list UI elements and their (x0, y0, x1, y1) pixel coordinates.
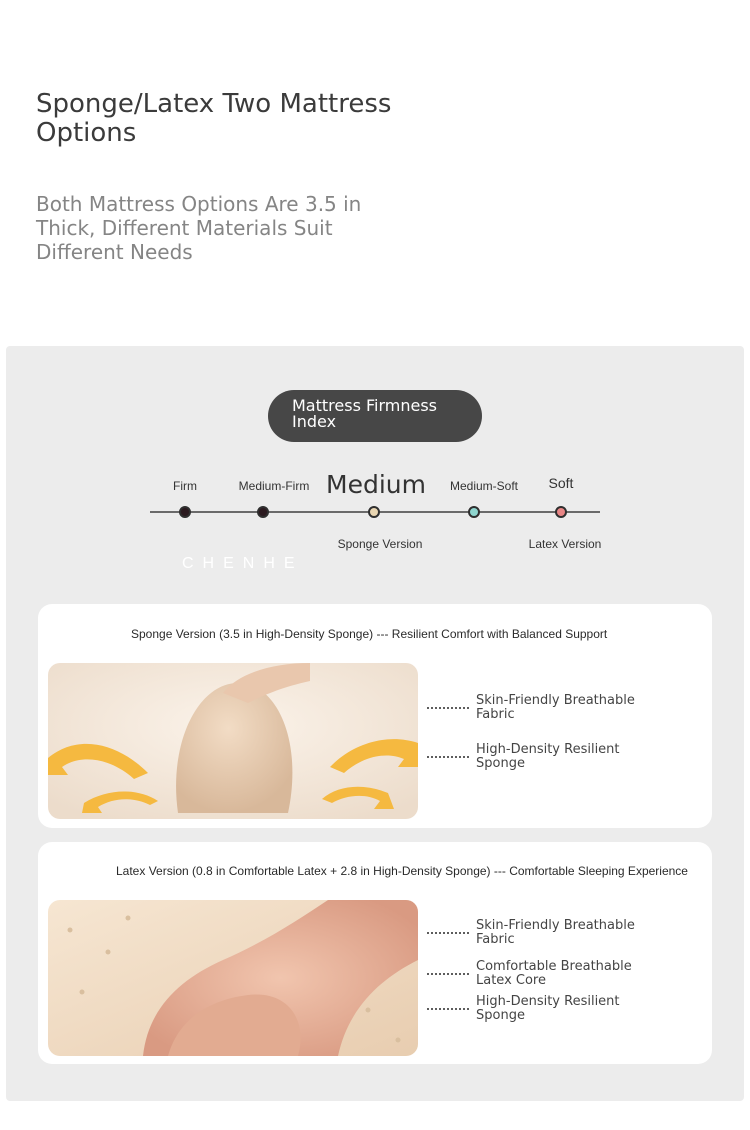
dotted-leader (426, 932, 470, 934)
sponge-press-image (48, 663, 418, 819)
dotted-leader (426, 1008, 470, 1010)
latex-version-marker: Latex Version (528, 537, 602, 551)
page-subtitle: Both Mattress Options Are 3.5 in Thick, Different Materials Suit Different Needs (36, 192, 362, 264)
latex-feature-latex-core: Comfortable Breathable Latex Core (426, 960, 656, 988)
sponge-version-card (38, 604, 712, 828)
level-label-soft: Soft (548, 475, 574, 491)
sponge-version-marker: Sponge Version (337, 537, 423, 551)
dotted-leader (426, 756, 470, 758)
level-dot-soft (555, 506, 567, 518)
firmness-badge: Mattress Firmness Index (268, 390, 482, 442)
latex-card-title: Latex Version (0.8 in Comfortable Latex + 2.8 in High-Density Sponge) --- Comfortable Sleeping Experience (116, 864, 688, 878)
level-dot-medium-firm (257, 506, 269, 518)
level-label-medium: Medium (326, 470, 426, 499)
sponge-feature-fabric: Skin-Friendly Breathable Fabric (426, 694, 656, 722)
level-label-firm: Firm (173, 479, 197, 493)
level-dot-medium (368, 506, 380, 518)
latex-feature-sponge: High-Density Resilient Sponge (426, 995, 656, 1023)
level-dot-firm (179, 506, 191, 518)
brand-watermark: CHENHE (182, 555, 304, 572)
level-label-medium-soft: Medium-Soft (449, 479, 519, 493)
latex-press-image (48, 900, 418, 1056)
level-dot-medium-soft (468, 506, 480, 518)
dotted-leader (426, 973, 470, 975)
latex-version-card (38, 842, 712, 1064)
sponge-feature-sponge: High-Density Resilient Sponge (426, 743, 656, 771)
page-title: Sponge/Latex Two Mattress Options (36, 89, 392, 148)
latex-feature-fabric: Skin-Friendly Breathable Fabric (426, 919, 656, 947)
level-label-medium-firm: Medium-Firm (238, 479, 310, 493)
sponge-card-title: Sponge Version (3.5 in High-Density Sponge) --- Resilient Comfort with Balanced Support (131, 627, 608, 641)
dotted-leader (426, 707, 470, 709)
